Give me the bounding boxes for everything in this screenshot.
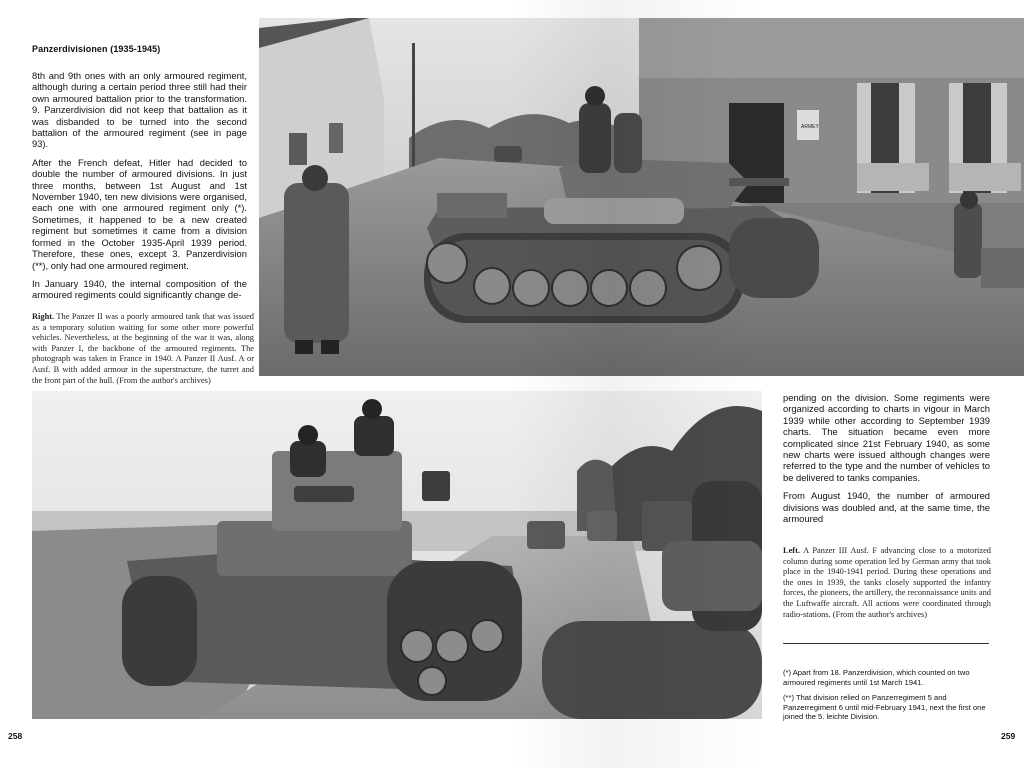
- footnote: (*) Apart from 18. Panzerdivision, which counted on two armoured regiments until 1st March 1941.: [783, 668, 970, 687]
- panzer-ii-photo-image: [259, 18, 1024, 376]
- photo-panzer-iii: [32, 391, 762, 719]
- footnote-divider: [783, 643, 989, 644]
- caption-lead: Right.: [32, 312, 55, 321]
- footnotes: [783, 668, 990, 728]
- body-paragraph: In January 1940, the internal composition of the armoured regiments could significantly change de-: [32, 277, 247, 301]
- caption-lead: Left.: [783, 546, 800, 555]
- caption-text: The Panzer II was a poorly armoured tank that was issued as a temporary solution waiting for some other more powerful vehicles. Nevertheless, at the beginning of the war it was, along with Panzer I, the backbone of the armoured regiments. The photograph was taken in France in 1940. A Panzer II Ausf. A or Ausf. B with added armour in the superstructure, the turret and the front part of the hull. (From the author's archives): [32, 312, 254, 385]
- footnote: (**) That division relied on Panzerregiment 5 and Panzerregiment 6 until mid-February 1941, next the first one joined the 5. leichte Division.: [783, 693, 986, 722]
- page-number-left: 258: [8, 731, 23, 741]
- photo-caption-left: [783, 546, 991, 620]
- body-paragraph: From August 1940, the number of armoured divisions was doubled and, at the same time, the armoured: [783, 490, 990, 525]
- page-number-right: 259: [1001, 731, 1016, 741]
- running-head: Panzerdivisionen (1935-1945): [32, 44, 161, 54]
- right-body-column: [783, 392, 990, 531]
- caption-text: A Panzer III Ausf. F advancing close to a motorized column during some operation led by German army that took place in the 1940-1941 period. During these operations and the ones in 1939, the tanks closely supported the infantry forces, the pioneers, the artillery, the reconnaissance units and the Luftwaffe aircraft. All actions were coordinated through radio-stations. (From the author's archives): [783, 546, 991, 619]
- body-paragraph: pending on the division. Some regiments were organized according to charts in vigour in March 1939 while other according to September 1939 charts. The situation became even more complicated since 21st February 1940, as some new charts were issued although changes were referred to the type and the number of vehicles to be delivered to tanks companies.: [783, 392, 990, 483]
- photo-caption-right: [32, 312, 254, 386]
- body-paragraph: After the French defeat, Hitler had decided to double the number of armoured divisions. In just three months, between 1st August and 1st November 1940, ten new divisions were organised, each one with one armoured regiment only (*). Sometimes, it happened to be a new created regiment but sometimes it came from a division formed in the October 1935-April 1939 period. Therefore, these ones, except 3. Panzerdivision (**), only had one armoured regiment.: [32, 156, 247, 271]
- body-paragraph: 8th and 9th ones with an only armoured regiment, although during a certain period three still had their own armoured battalion prior to the transformation. 9. Panzerdivision did not keep that battalion as it was disbanded to be turned into the second battalion of the armoured regiment (see in page 93).: [32, 70, 247, 150]
- left-body-column: [32, 70, 247, 308]
- photo-panzer-ii: [259, 18, 1024, 376]
- building-sign-text: ARMEY: [801, 124, 819, 130]
- panzer-iii-photo-image: [32, 391, 762, 719]
